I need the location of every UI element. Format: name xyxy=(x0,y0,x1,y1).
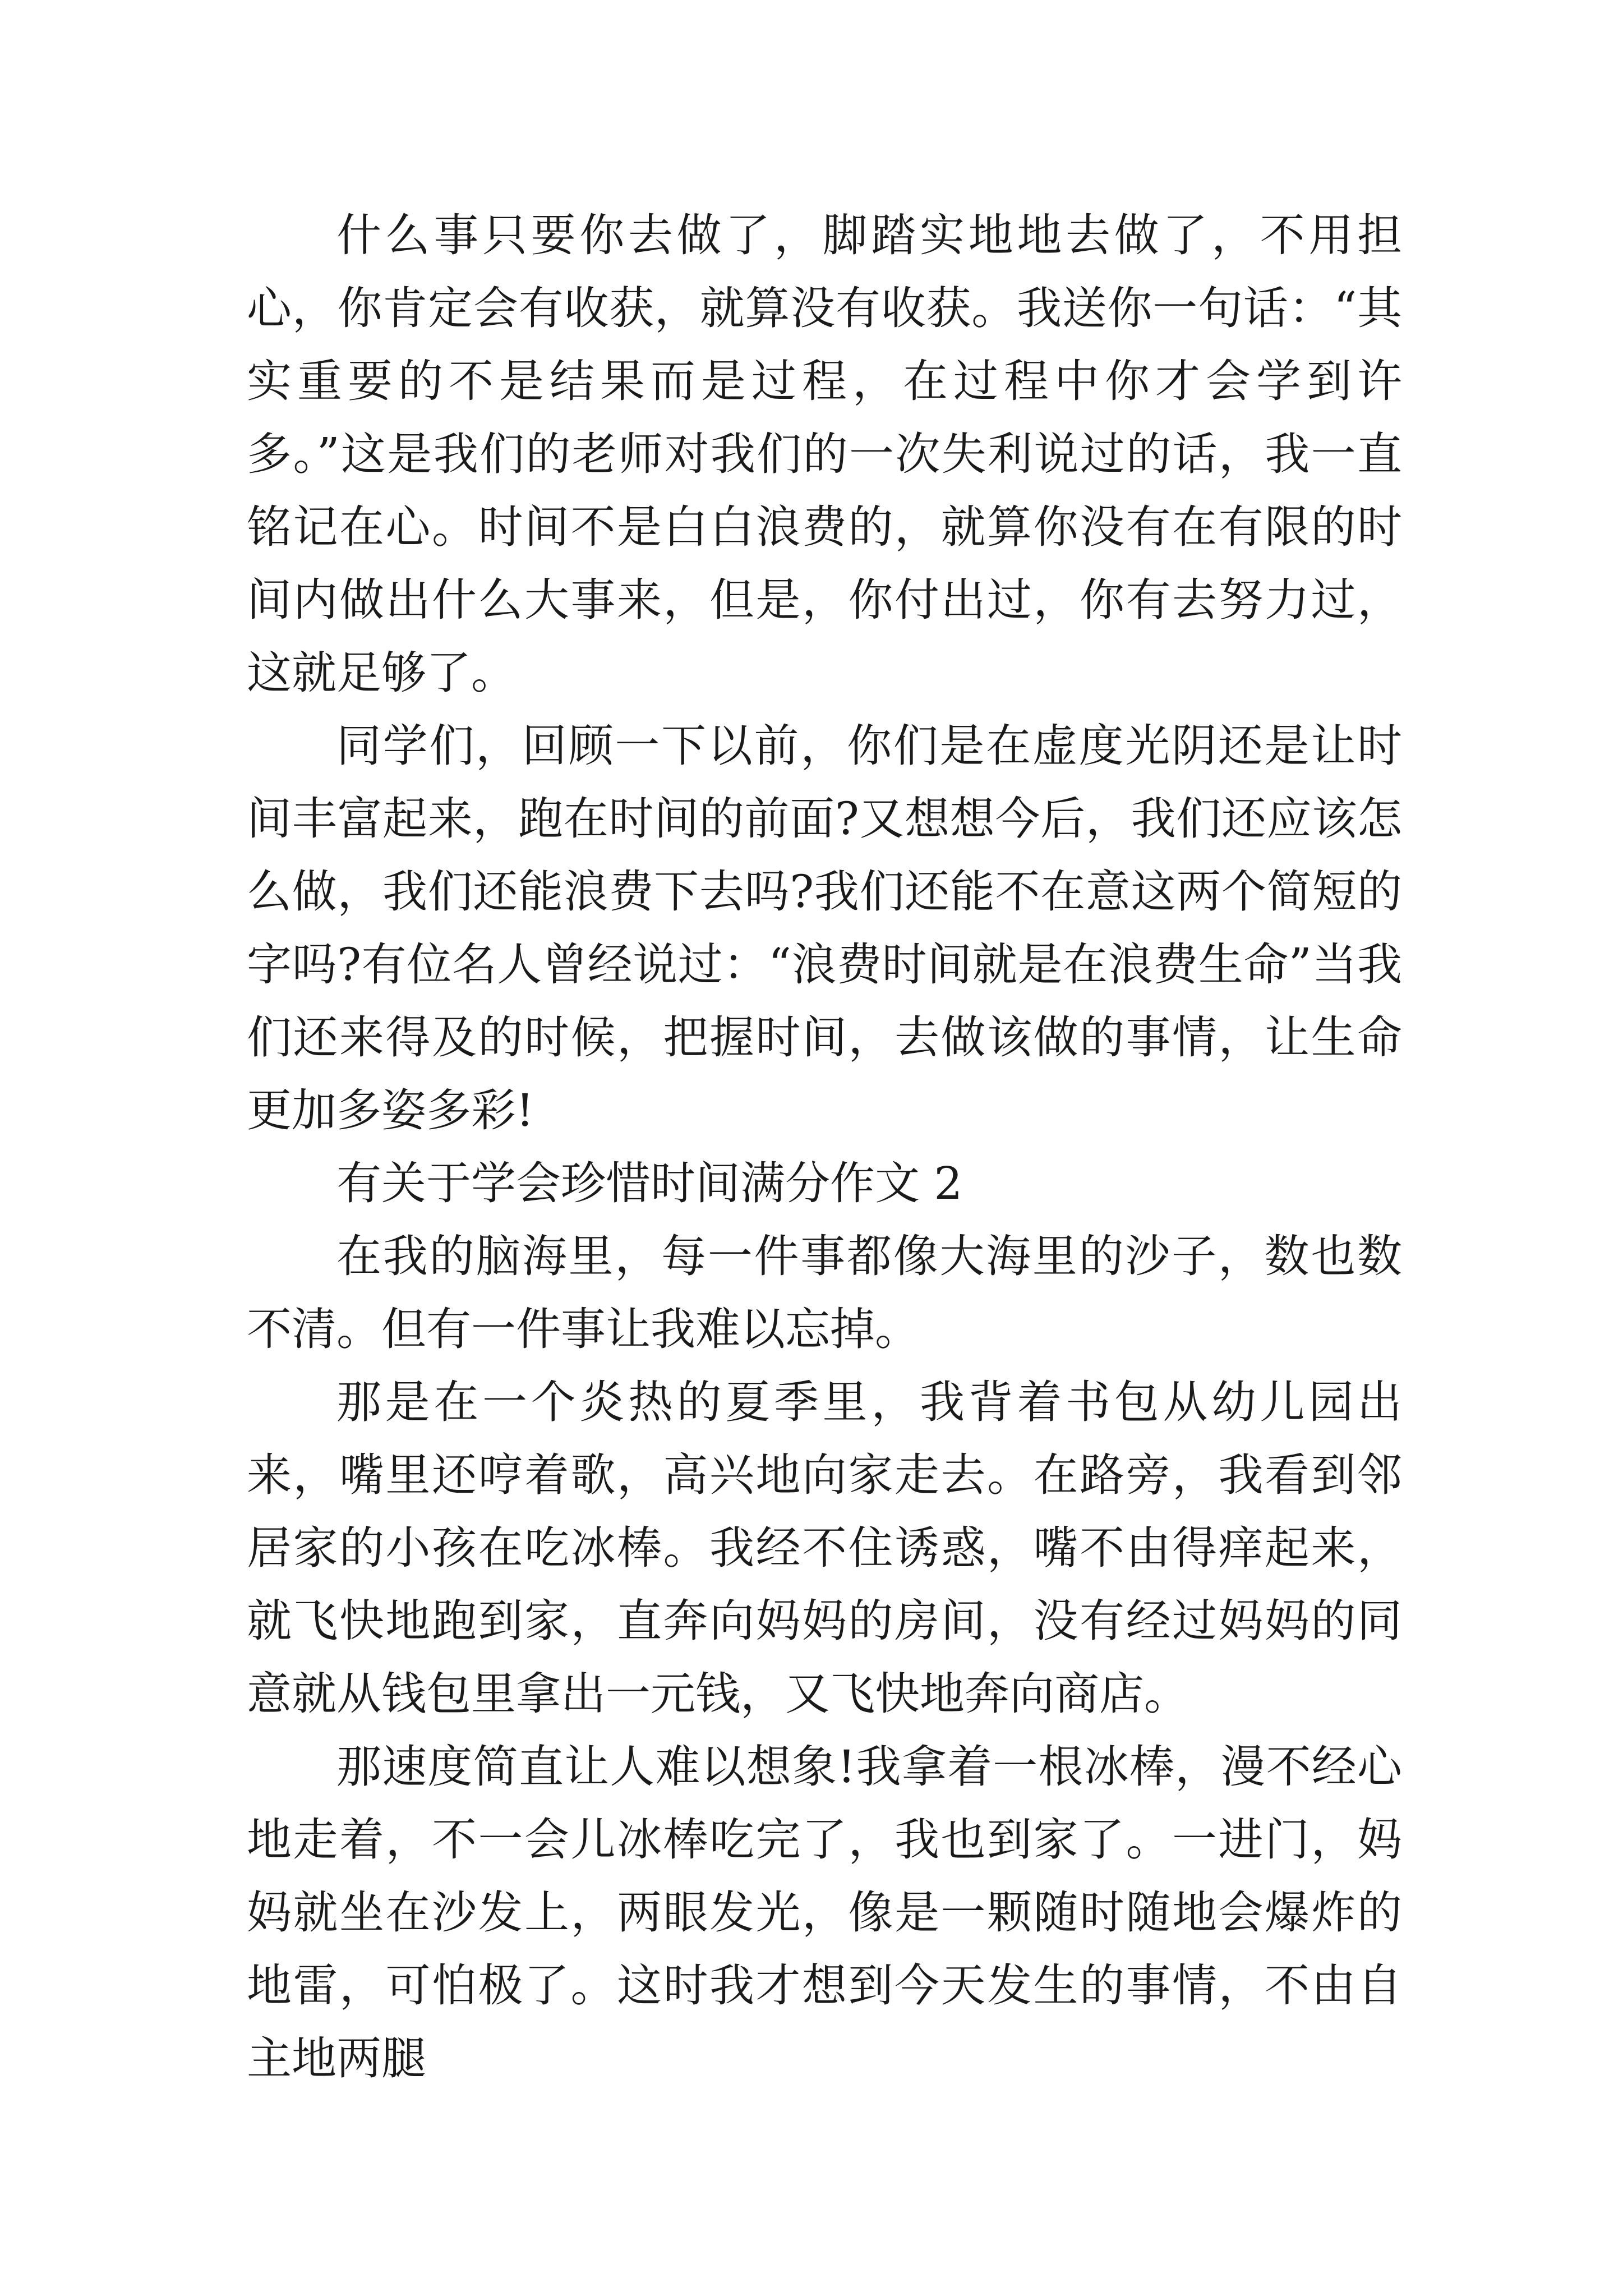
document-body xyxy=(247,199,1402,2095)
paragraph: 那速度简直让人难以想象!我拿着一根冰棒，漫不经心地走着，不一会儿冰棒吃完了，我也到家了。一进门，妈妈就坐在沙发上，两眼发光，像是一颗随时随地会爆炸的地雷，可怕极了。这时我才想到今天发生的事情，不由自主地两腿 xyxy=(247,1741,1402,2085)
paragraph: 同学们，回顾一下以前，你们是在虚度光阴还是让时间丰富起来，跑在时间的前面?又想想今后，我们还应该怎么做，我们还能浪费下去吗?我们还能不在意这两个简短的字吗?有位名人曾经说过：“浪费时间就是在浪费生命”当我们还来得及的时候，把握时间，去做该做的事情，让生命更加多姿多彩! xyxy=(247,720,1402,1137)
paragraph: 什么事只要你去做了，脚踏实地地去做了，不用担心，你肯定会有收获，就算没有收获。我送你一句话：“其实重要的不是结果而是过程，在过程中你才会学到许多。”这是我们的老师对我们的一次失利说过的话，我一直铭记在心。时间不是白白浪费的，就算你没有在有限的时间内做出什么大事来，但是，你付出过，你有去努力过，这就足够了。 xyxy=(247,209,1402,699)
section-heading: 有关于学会珍惜时间满分作文 2 xyxy=(336,1157,963,1209)
paragraph: 那是在一个炎热的夏季里，我背着书包从幼儿园出来，嘴里还哼着歌，高兴地向家走去。在路旁，我看到邻居家的小孩在吃冰棒。我经不住诱惑，嘴不由得痒起来，就飞快地跑到家，直奔向妈妈的房间，没有经过妈妈的同意就从钱包里拿出一元钱，又飞快地奔向商店。 xyxy=(247,1376,1402,1720)
paragraph: 在我的脑海里，每一件事都像大海里的沙子，数也数不清。但有一件事让我难以忘掉。 xyxy=(247,1230,1402,1355)
